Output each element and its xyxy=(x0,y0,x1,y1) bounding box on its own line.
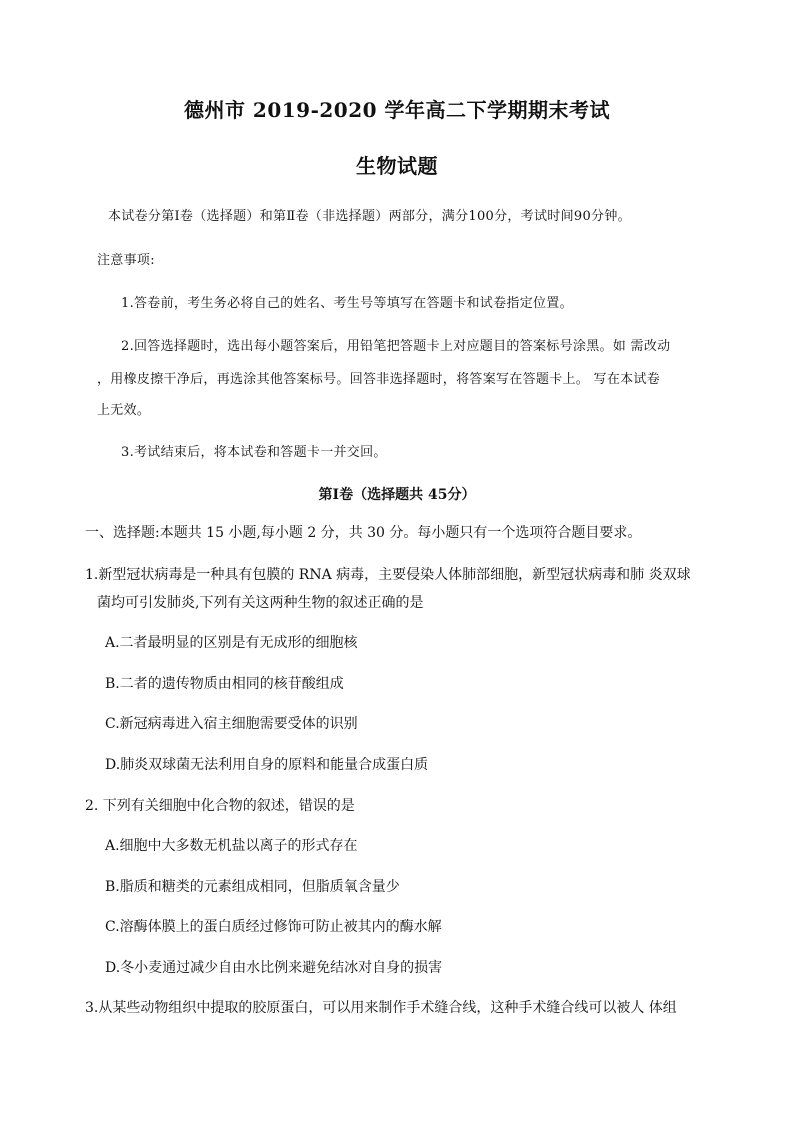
q2-option-b: B.脂质和糖类的元素组成相同，但脂质氧含量少 xyxy=(105,879,400,895)
notice-heading: 注意事项: xyxy=(97,253,155,268)
notice-item-2-line-2: ，用橡皮擦干净后，再选涂其他答案标号。回答非选择题时，将答案写在答题卡上。 写在本试卷 xyxy=(97,372,661,387)
q1-option-a: A.二者最明显的区别是有无成形的细胞核 xyxy=(105,635,358,651)
q1-stem-line-2: 菌均可引发肺炎,下列有关这两种生物的叙述正确的是 xyxy=(97,595,424,611)
notice-item-3: 3.考试结束后，将本试卷和答题卡一并交回。 xyxy=(121,445,387,460)
q2-option-a: A.细胞中大多数无机盐以离子的形式存在 xyxy=(105,838,358,854)
q1-option-b: B.二者的遗传物质由相同的核苷酸组成 xyxy=(105,676,344,692)
part-one-heading: 第Ⅰ卷（选择题共 45分） xyxy=(318,487,476,503)
q2-stem: 2. 下列有关细胞中化合物的叙述，错误的是 xyxy=(85,798,355,814)
q2-option-c: C.溶酶体膜上的蛋白质经过修饰可防止被其内的酶水解 xyxy=(105,919,442,935)
section-instruction: 一、选择题:本题共 15 小题,每小题 2 分，共 30 分。每小题只有一个选项符合题目要求。 xyxy=(85,525,642,541)
notice-item-1: 1.答卷前，考生务必将自己的姓名、考生号等填写在答题卡和试卷指定位置。 xyxy=(121,296,573,311)
q3-stem-line-1: 3.从某些动物组织中提取的胶原蛋白，可以用来制作手术缝合线，这种手术缝合线可以被人 体组 xyxy=(85,1000,677,1016)
exam-subtitle: 生物试题 xyxy=(356,154,438,178)
q2-option-d: D.冬小麦通过减少自由水比例来避免结冰对自身的损害 xyxy=(105,960,443,976)
q1-option-d: D.肺炎双球菌无法利用自身的原料和能量合成蛋白质 xyxy=(105,757,429,773)
q1-option-c: C.新冠病毒进入宿主细胞需要受体的识别 xyxy=(105,716,358,732)
notice-item-2-line-3: 上无效。 xyxy=(97,403,151,418)
q1-stem-line-1: 1.新型冠状病毒是一种具有包膜的 RNA 病毒，主要侵染人体肺部细胞，新型冠状病毒和肺 炎双球 xyxy=(85,567,691,583)
notice-item-2-line-1: 2.回答选择题时，选出每小题答案后，用铅笔把答题卡上对应题目的答案标号涂黑。如 需改动 xyxy=(121,339,671,354)
exam-description: 本试卷分第Ⅰ卷（选择题）和第Ⅱ卷（非选择题）两部分，满分100分，考试时间90分钟。 xyxy=(108,209,631,224)
exam-title: 德州市 2019-2020 学年高二下学期期末考试 xyxy=(183,98,611,122)
